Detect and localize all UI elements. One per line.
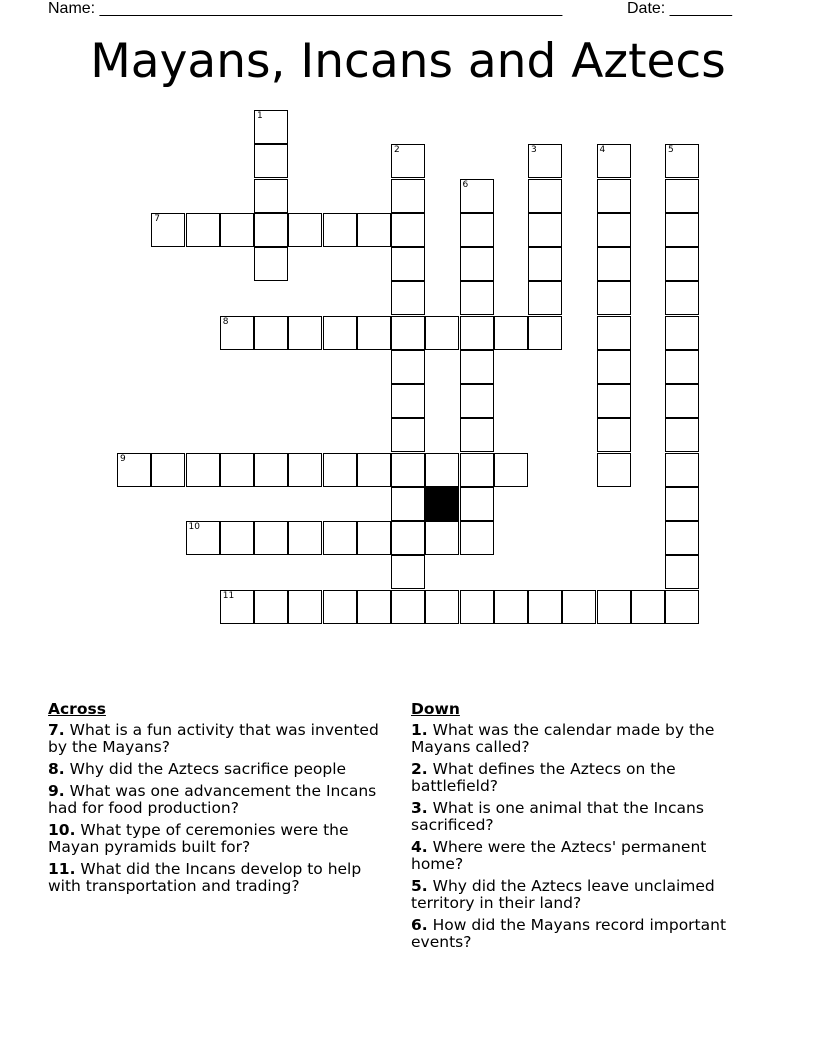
- grid-cell[interactable]: [631, 590, 665, 624]
- grid-cell[interactable]: [254, 247, 288, 281]
- down-heading: Down: [411, 700, 460, 718]
- grid-cell[interactable]: [665, 487, 699, 521]
- down-clue-1: [411, 722, 756, 756]
- grid-cell[interactable]: [528, 144, 562, 178]
- grid-cell[interactable]: [460, 590, 494, 624]
- grid-cell[interactable]: [562, 590, 596, 624]
- grid-cell[interactable]: [665, 384, 699, 418]
- grid-cell[interactable]: [597, 350, 631, 384]
- grid-cell[interactable]: [391, 418, 425, 452]
- grid-cell[interactable]: [288, 590, 322, 624]
- grid-cell[interactable]: [357, 521, 391, 555]
- clue-number-label: 7: [154, 213, 160, 224]
- grid-cell[interactable]: [665, 590, 699, 624]
- across-clues: [48, 701, 388, 900]
- clue-number-label: 10: [188, 522, 200, 532]
- date-field[interactable]: Date: _______: [627, 0, 732, 17]
- clue-number-label: 3: [531, 145, 537, 156]
- grid-cell[interactable]: [288, 213, 322, 247]
- grid-cell[interactable]: [254, 521, 288, 555]
- grid-cell[interactable]: [288, 316, 322, 350]
- grid-cell[interactable]: [391, 590, 425, 624]
- grid-cell[interactable]: [254, 316, 288, 350]
- grid-cell[interactable]: [391, 213, 425, 247]
- grid-cell[interactable]: [597, 453, 631, 487]
- clue-number: 1.: [411, 721, 428, 739]
- clue-number: 2.: [411, 760, 428, 778]
- grid-cell[interactable]: [460, 453, 494, 487]
- across-heading: Across: [48, 700, 106, 718]
- down-clue-6: [411, 917, 756, 951]
- grid-cell[interactable]: [254, 179, 288, 213]
- grid-cell[interactable]: [460, 281, 494, 315]
- grid-cell[interactable]: [460, 213, 494, 247]
- grid-cell[interactable]: [528, 213, 562, 247]
- grid-cell[interactable]: [460, 521, 494, 555]
- grid-cell[interactable]: [665, 316, 699, 350]
- clue-number-label: 2: [394, 145, 400, 156]
- grid-cell[interactable]: [254, 144, 288, 178]
- clue-number: 5.: [411, 877, 428, 895]
- grid-cell[interactable]: [665, 418, 699, 452]
- grid-cell[interactable]: [494, 453, 528, 487]
- grid-cell[interactable]: [220, 453, 254, 487]
- grid-cell[interactable]: [597, 247, 631, 281]
- grid-cell[interactable]: [425, 316, 459, 350]
- puzzle-title: Mayans, Incans and Aztecs: [90, 34, 726, 89]
- grid-cell[interactable]: [391, 453, 425, 487]
- clue-text: How did the Mayans record important events?: [411, 916, 727, 951]
- grid-cell[interactable]: [597, 179, 631, 213]
- grid-cell[interactable]: [665, 453, 699, 487]
- grid-cell[interactable]: [391, 281, 425, 315]
- grid-cell[interactable]: [460, 350, 494, 384]
- across-clue-10: [48, 822, 388, 856]
- grid-cell[interactable]: [665, 179, 699, 213]
- grid-cell[interactable]: [460, 179, 494, 213]
- across-clue-7: [48, 722, 388, 756]
- grid-cell[interactable]: [425, 590, 459, 624]
- grid-cell[interactable]: [597, 144, 631, 178]
- clue-number-label: 1: [257, 111, 263, 121]
- grid-cell[interactable]: [357, 590, 391, 624]
- grid-cell[interactable]: [220, 590, 254, 624]
- grid-cell[interactable]: [391, 350, 425, 384]
- grid-cell[interactable]: [323, 521, 357, 555]
- grid-cell[interactable]: [357, 213, 391, 247]
- name-field[interactable]: Name: ____________________________________________________: [48, 0, 563, 17]
- grid-cell[interactable]: [186, 453, 220, 487]
- grid-cell[interactable]: [528, 179, 562, 213]
- grid-cell[interactable]: [288, 453, 322, 487]
- grid-cell[interactable]: [391, 179, 425, 213]
- clue-number: 10.: [48, 821, 76, 839]
- grid-cell[interactable]: [220, 213, 254, 247]
- clue-text: What is a fun activity that was invented by the Mayans?: [48, 721, 379, 756]
- grid-cell[interactable]: [391, 555, 425, 589]
- block-cell: [425, 487, 459, 521]
- grid-cell[interactable]: [665, 350, 699, 384]
- clue-text: What defines the Aztecs on the battlefield?: [411, 760, 676, 795]
- grid-cell[interactable]: [357, 316, 391, 350]
- grid-cell[interactable]: [460, 384, 494, 418]
- clue-number-label: 8: [222, 316, 229, 327]
- grid-cell[interactable]: [254, 110, 288, 144]
- grid-cell[interactable]: [665, 213, 699, 247]
- down-clue-2: [411, 761, 756, 795]
- grid-cell[interactable]: [323, 590, 357, 624]
- grid-cell[interactable]: [323, 213, 357, 247]
- grid-cell[interactable]: [323, 316, 357, 350]
- clue-text: What was one advancement the Incans had for food production?: [48, 782, 377, 817]
- grid-cell[interactable]: [528, 316, 562, 350]
- across-clue-11: [48, 861, 388, 895]
- clue-number-label: 4: [599, 145, 606, 156]
- grid-cell[interactable]: [665, 521, 699, 555]
- grid-cell[interactable]: [357, 453, 391, 487]
- grid-cell[interactable]: [597, 281, 631, 315]
- grid-cell[interactable]: [391, 247, 425, 281]
- grid-cell[interactable]: [151, 213, 185, 247]
- across-clue-9: [48, 783, 388, 817]
- grid-cell[interactable]: [597, 590, 631, 624]
- grid-cell[interactable]: [597, 384, 631, 418]
- grid-cell[interactable]: [391, 316, 425, 350]
- grid-cell[interactable]: [597, 213, 631, 247]
- grid-cell[interactable]: [391, 521, 425, 555]
- clue-number: 9.: [48, 782, 65, 800]
- across-clue-8: [48, 761, 388, 778]
- grid-cell[interactable]: [460, 247, 494, 281]
- clue-number-label: 11: [222, 590, 235, 601]
- clue-number-label: 6: [462, 179, 469, 190]
- grid-cell[interactable]: [254, 453, 288, 487]
- down-clues: [411, 701, 756, 956]
- grid-cell[interactable]: [288, 521, 322, 555]
- grid-cell[interactable]: [220, 316, 254, 350]
- clue-text: Why did the Aztecs leave unclaimed territory in their land?: [411, 877, 715, 912]
- grid-cell[interactable]: [425, 521, 459, 555]
- clue-text: Where were the Aztecs' permanent home?: [411, 838, 707, 873]
- grid-cell[interactable]: [597, 316, 631, 350]
- clue-text: Why did the Aztecs sacrifice people: [69, 760, 347, 778]
- grid-cell[interactable]: [151, 453, 185, 487]
- clue-number: 6.: [411, 916, 428, 934]
- clue-number: 4.: [411, 838, 428, 856]
- grid-cell[interactable]: [665, 247, 699, 281]
- down-clue-3: [411, 800, 756, 834]
- grid-cell[interactable]: [665, 555, 699, 589]
- grid-cell[interactable]: [597, 418, 631, 452]
- grid-cell[interactable]: [528, 281, 562, 315]
- grid-cell[interactable]: [220, 521, 254, 555]
- grid-cell[interactable]: [391, 487, 425, 521]
- clue-number: 8.: [48, 760, 65, 778]
- grid-cell[interactable]: [665, 281, 699, 315]
- down-clue-5: [411, 878, 756, 912]
- clue-number-label: 9: [120, 453, 126, 464]
- grid-cell[interactable]: [528, 590, 562, 624]
- clue-number-label: 5: [668, 145, 674, 156]
- grid-cell[interactable]: [186, 521, 220, 555]
- grid-cell[interactable]: [494, 316, 528, 350]
- grid-cell[interactable]: [460, 418, 494, 452]
- grid-cell[interactable]: [460, 487, 494, 521]
- grid-cell[interactable]: [117, 453, 151, 487]
- clue-number: 7.: [48, 721, 65, 739]
- clue-number: 3.: [411, 799, 428, 817]
- clue-text: What was the calendar made by the Mayans called?: [411, 721, 715, 756]
- grid-cell[interactable]: [460, 316, 494, 350]
- grid-cell[interactable]: [254, 213, 288, 247]
- clue-text: What is one animal that the Incans sacrificed?: [411, 799, 704, 834]
- grid-cell[interactable]: [391, 144, 425, 178]
- grid-cell[interactable]: [665, 144, 699, 178]
- grid-cell[interactable]: [391, 384, 425, 418]
- grid-cell[interactable]: [254, 590, 288, 624]
- grid-cell[interactable]: [323, 453, 357, 487]
- down-clue-4: [411, 839, 756, 873]
- clue-text: What type of ceremonies were the Mayan pyramids built for?: [48, 821, 349, 856]
- grid-cell[interactable]: [425, 453, 459, 487]
- grid-cell[interactable]: [186, 213, 220, 247]
- grid-cell[interactable]: [528, 247, 562, 281]
- grid-cell[interactable]: [494, 590, 528, 624]
- clue-text: What did the Incans develop to help with transportation and trading?: [48, 860, 362, 895]
- clue-number: 11.: [48, 860, 76, 878]
